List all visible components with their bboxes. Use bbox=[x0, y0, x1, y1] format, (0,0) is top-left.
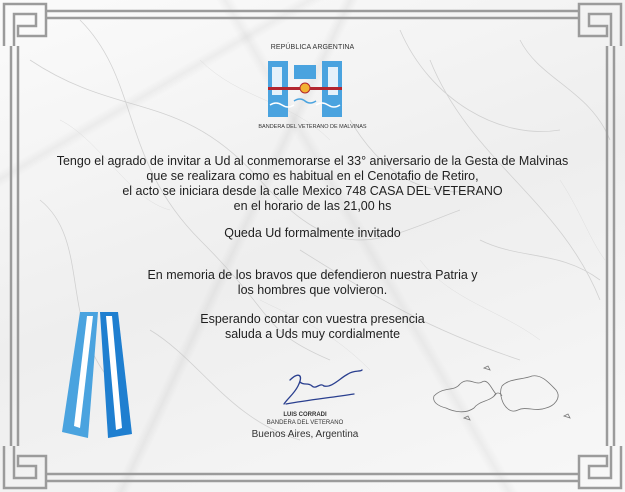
emblem-caption: BANDERA DEL VETERANO DE MALVINAS bbox=[258, 124, 367, 130]
veteran-flag-emblem bbox=[268, 61, 342, 117]
invitation-line-3: el acto se iniciara desde la calle Mexico 748 CASA DEL VETERANO bbox=[122, 184, 503, 198]
signer-role: BANDERA DEL VETERANO bbox=[266, 420, 344, 426]
memory-line-2: los hombres que volvieron. bbox=[237, 283, 388, 297]
malvinas-islands-outline bbox=[424, 356, 574, 436]
handwritten-signature bbox=[268, 364, 368, 410]
closing-line-2: saluda a Uds muy cordialmente bbox=[224, 327, 401, 341]
signer-name: LUIS CORRADI bbox=[283, 412, 327, 418]
formal-note: Queda Ud formalmente invitado bbox=[224, 226, 401, 240]
memory-line-1: En memoria de los bravos que defendieron nuestra Patria y bbox=[147, 268, 478, 282]
signer-place: Buenos Aires, Argentina bbox=[251, 429, 359, 440]
closing-line-1: Esperando contar con vuestra presencia bbox=[200, 312, 425, 326]
invitation-line-4: en el horario de las 21,00 hs bbox=[233, 199, 392, 213]
country-heading: REPÚBLICA ARGENTINA bbox=[270, 44, 355, 51]
invitation-line-2: que se realizara como es habitual en el Cenotafio de Retiro, bbox=[146, 169, 479, 183]
argentine-ribbon bbox=[60, 310, 135, 440]
invitation-line-1: Tengo el agrado de invitar a Ud al conmemorarse el 33° aniversario de la Gesta de Malvinas bbox=[56, 154, 569, 168]
